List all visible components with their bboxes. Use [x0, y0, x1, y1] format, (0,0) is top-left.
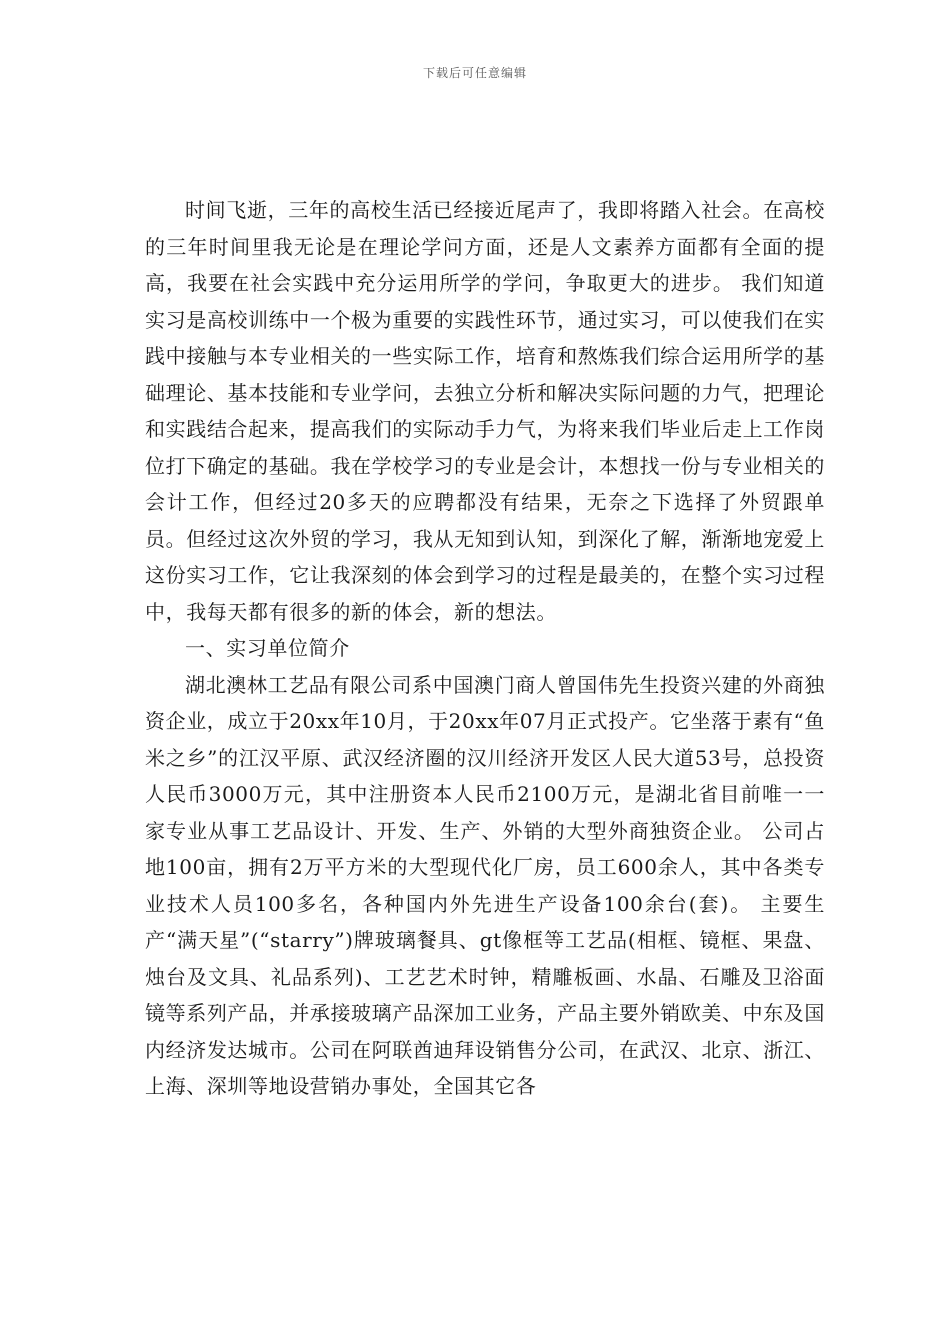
page-header-note: 下载后可任意编辑 [422, 66, 527, 80]
paragraph-intro: 时间飞逝，三年的高校生活已经接近尾声了，我即将踏入社会。在高校的三年时间里我无论是在理论学问方面，还是人文素养方面都有全面的提高，我要在社会实践中充分运用所学的学问，争取更大的进步。 我们知道实习是高校训练中一个极为重要的实践性环节，通过实习，可以使我们在实践中接触与本专业相关的一些实际工作，培育和熬炼我们综合运用所学的基础理论、基本技能和专业学问，去独立分析和解决实际问题的力气，把理论和实践结合起来，提高我们的实际动手力气，为将来我们毕业后走上工作岗位打下确定的基础。我在学校学习的专业是会计，本想找一份与专业相关的会计工作，但经过20多天的应聘都没有结果，无奈之下选择了外贸跟单员。但经过这次外贸的学习，我从无知到认知，到深化了解，渐渐地宠爱上这份实习工作，它让我深刻的体会到学习的过程是最美的，在整个实习过程中，我每天都有很多的新的体会，新的想法。 [145, 198, 825, 624]
paragraph-company-profile: 湖北澳林工艺品有限公司系中国澳门商人曾国伟先生投资兴建的外商独资企业，成立于20xx年10月，于20xx年07月正式投产。它坐落于素有“鱼米之乡”的江汉平原、武汉经济圈的汉川经济开发区人民大道53号，总投资人民币3000万元，其中注册资本人民币2100万元，是湖北省目前唯一一家专业从事工艺品设计、开发、生产、外销的大型外商独资企业。 公司占地100亩，拥有2万平方米的大型现代化厂房，员工600余人，其中各类专业技术人员100多名，各种国内外先进生产设备100余台(套)。 主要生产“满天星”(“starry”)牌玻璃餐具、gt像框等工艺品(相框、镜框、果盘、烛台及文具、礼品系列)、工艺艺术时钟，精雕板画、水晶、石雕及卫浴面镜等系列产品，并承接玻璃产品深加工业务，产品主要外销欧美、中东及国内经济发达城市。公司在阿联酋迪拜设销售分公司，在武汉、北京、浙江、上海、深圳等地设营销办事处，全国其它各 [145, 672, 825, 1098]
document-body [145, 192, 825, 1105]
section-heading: 一、实习单位简介 [185, 636, 350, 660]
